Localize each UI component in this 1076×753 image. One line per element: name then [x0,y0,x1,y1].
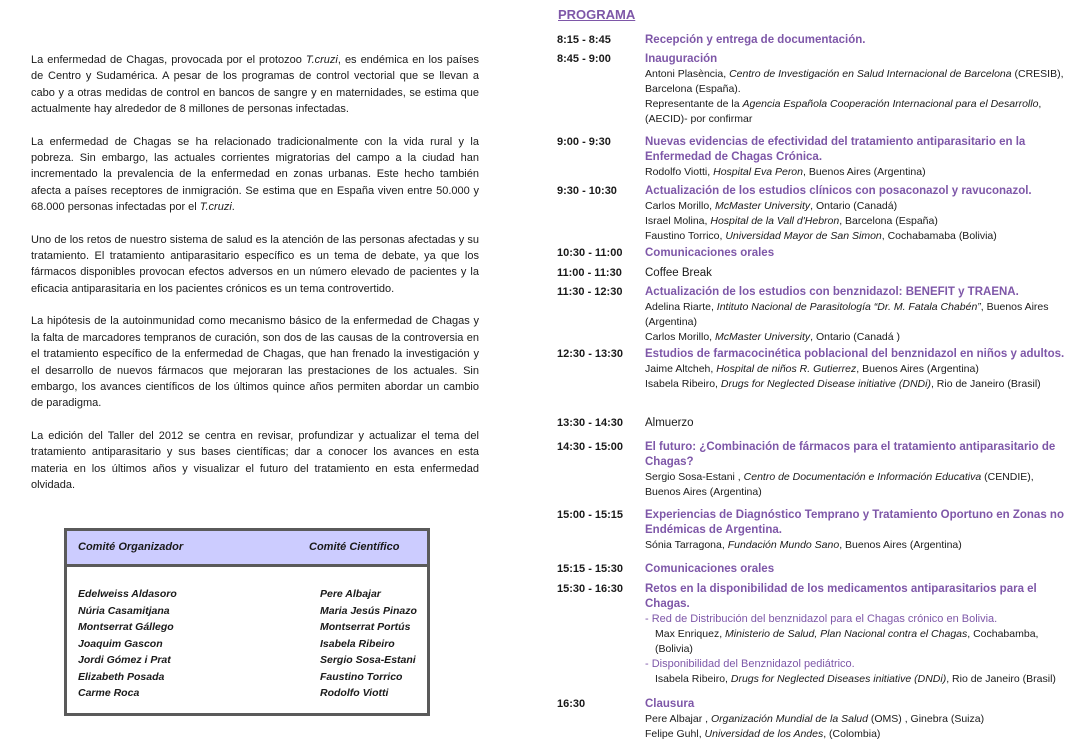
scientific-committee-title: Comité Científico [309,541,400,553]
session-time: 15:00 - 15:15 [557,509,624,521]
session-content [645,33,1069,48]
session-time: 12:30 - 13:30 [557,348,624,360]
session-content [645,347,1069,392]
session-content [645,135,1069,180]
session-subtopic: - Red de Distribución del benznidazol para el Chagas crónico en Bolivia. [645,613,998,625]
session-time: 16:30 [557,698,586,710]
session-time: 15:15 - 15:30 [557,563,624,575]
speaker-line: Representante de la Agencia Española Cooperación Internacional para el Desarrollo, (AECID)- por confirmar [645,98,1042,125]
intro-paragraph-2: La enfermedad de Chagas se ha relacionado tradicionalmente con la vida rural y la pobreza. Sin embargo, las actuales corrientes migratorias del campo a la ciudad han incrementado la prevalencia de la enfermedad en zonas urbanas. Este hecho también afecta a países receptores de inmigración. Se estima que en España viven entre 50.000 y 68.000 personas infectadas por el T.cruzi. [31,135,479,214]
speaker-line: Sónia Tarragona, Fundación Mundo Sano, Buenos Aires (Argentina) [645,539,962,551]
session-title: Nuevas evidencias de efectividad del tratamiento antiparasitario en la Enfermedad de Chagas Crónica. [645,136,1026,163]
session-content [645,184,1069,244]
intro-paragraph-1: La enfermedad de Chagas, provocada por el protozoo T.cruzi, es endémica en los países de Centro y Sudamérica. A pesar de los programas de control vectorial que se llevan a cabo y a otras medidas de control en bancos de sangre y en maternidades, se estima que actualmente hay alrededor de 8 millones de personas infectadas. [31,54,480,116]
session-content [645,440,1069,500]
session-title: Clausura [645,698,695,710]
session-title: Experiencias de Diagnóstico Temprano y Tratamiento Oportuno en Zonas no Endémicas de Argentina. [645,509,1064,536]
session-title: El futuro: ¿Combinación de fármacos para el tratamiento antiparasitario de Chagas? [645,441,1056,468]
session-time: 8:45 - 9:00 [557,53,611,65]
organizer-committee-title: Comité Organizador [78,541,184,553]
intro-paragraph-3: Uno de los retos de nuestro sistema de salud es la atención de las personas afectadas y su tratamiento. El tratamiento antiparasitario específico es un tema de debate, ya que los fármacos disponibles provocan efectos adversos en un número elevado de pacientes y la eficacia antiparasitaria en los pacientes crónicos es un tema controvertido. [31,233,479,295]
session-title: Almuerzo [645,417,694,429]
session-content [645,246,1069,261]
session-title: Comunicaciones orales [645,247,775,259]
speaker-line: Adelina Riarte, Intituto Nacional de Parasitología “Dr. M. Fatala Chabén”, Buenos Aires (Argentina) [645,301,1049,328]
scientific-member: Sergio Sosa-Estani [320,654,416,666]
speaker-line: Pere Albajar , Organización Mundial de la Salud (OMS) , Ginebra (Suiza) [645,713,985,725]
session-title: Actualización de los estudios clínicos con posaconazol y ravuconazol. [645,185,1032,197]
session-time: 8:15 - 8:45 [557,34,611,46]
session-time: 11:30 - 12:30 [557,286,623,298]
scientific-member: Montserrat Portús [320,621,411,633]
scientific-member: Maria Jesús Pinazo [320,604,417,617]
scientific-member: Isabela Ribeiro [320,637,395,650]
intro-paragraph-5: La edición del Taller del 2012 se centra en revisar, profundizar y actualizar el tema del tratamiento antiparasitario y sus bases científicas; dar a conocer los avances en esta materia en los últimos años y visualizar el futuro del tratamiento en esta enfermedad olvidada. [31,429,479,491]
session-title: Inauguración [645,53,718,65]
organizer-member: Núria Casamitjana [78,604,170,617]
session-content [645,562,1069,577]
organizer-member: Montserrat Gállego [78,621,174,633]
session-title: Estudios de farmacocinética poblacional del benznidazol en niños y adultos. [645,348,1065,360]
session-content [645,52,1069,127]
scientific-member: Faustino Torrico [320,670,403,683]
scientific-member: Pere Albajar [320,588,381,600]
session-title: Comunicaciones orales [645,563,775,575]
session-time: 15:30 - 16:30 [557,583,624,595]
session-time: 9:30 - 10:30 [557,185,617,197]
scientific-list [320,586,417,702]
session-title: Actualización de los estudios con benznidazol: BENEFIT y TRAENA. [645,286,1019,298]
organizer-list [78,586,177,702]
speaker-line: Isabela Ribeiro, Drugs for Neglected Disease initiative (DNDi), Rio de Janeiro (Brasil) [645,378,1041,390]
speaker-line: Felipe Guhl, Universidad de los Andes, (Colombia) [645,728,881,740]
committee-header [67,531,427,567]
session-time: 13:30 - 14:30 [557,417,624,429]
speaker-line: Isabela Ribeiro, Drugs for Neglected Diseases initiative (DNDi), Rio de Janeiro (Brasil) [655,673,1056,685]
session-time: 11:00 - 11:30 [557,267,622,279]
scientific-member: Rodolfo Viotti [320,687,389,699]
speaker-line: Israel Molina, Hospital de la Vall d'Hebron, Barcelona (España) [645,215,938,227]
session-content [645,697,1069,742]
speaker-line: Carlos Morillo, McMaster University, Ontario (Canadá) [645,200,898,212]
session-content [645,582,1069,687]
session-time: 9:00 - 9:30 [557,136,611,148]
session-time: 14:30 - 15:00 [557,441,624,453]
organizer-member: Elizabeth Posada [78,670,165,683]
speaker-line: Max Enriquez, Ministerio de Salud, Plan Nacional contra el Chagas, Cochabamba, (Bolivia) [655,628,1039,655]
organizer-member: Carme Roca [78,687,140,699]
committee-box [64,528,430,716]
session-content [645,285,1069,345]
programa-title: PROGRAMA [558,7,636,22]
speaker-line: Rodolfo Viotti, Hospital Eva Peron, Buenos Aires (Argentina) [645,166,926,178]
session-title: Coffee Break [645,267,712,279]
session-title: Recepción y entrega de documentación. [645,34,866,46]
session-content [645,266,1069,281]
session-content [645,416,1069,431]
speaker-line: Faustino Torrico, Universidad Mayor de San Simon, Cochabamaba (Bolivia) [645,230,997,242]
session-content [645,508,1069,553]
session-subtopic: - Disponibilidad del Benznidazol pediátrico. [645,658,855,670]
intro-paragraph-4: La hipótesis de la autoinmunidad como mecanismo básico de la enfermedad de Chagas y la falta de marcadores tempranos de curación, son dos de las causas de la controversia en el tratamiento específico de la enfermedad de Chagas, que han frenado la investigación y el desarrollo de nuevos fármacos que mejoraran las prestaciones de los actuales. Sin embargo, los avances científicos de los últimos quince años permiten abordar un cambio de paradigma. [31,315,479,410]
intro-text [31,52,479,509]
speaker-line: Carlos Morillo, McMaster University, Ontario (Canadá ) [645,331,901,343]
organizer-member: Joaquim Gascon [78,637,163,650]
speaker-line: Sergio Sosa-Estani , Centro de Documentación e Información Educativa (CENDIE), Buenos Aires (Argentina) [645,471,1034,498]
session-time: 10:30 - 11:00 [557,247,623,259]
speaker-line: Antoni Plasència, Centro de Investigación en Salud Internacional de Barcelona (CRESIB), Barcelona (España). [645,68,1064,95]
organizer-member: Jordi Gómez i Prat [78,654,171,666]
organizer-member: Edelweiss Aldasoro [78,588,177,600]
session-title: Retos en la disponibilidad de los medicamentos antiparasitarios para el Chagas. [645,583,1037,610]
speaker-line: Jaime Altcheh, Hospital de niños R. Gutierrez, Buenos Aires (Argentina) [645,363,979,375]
